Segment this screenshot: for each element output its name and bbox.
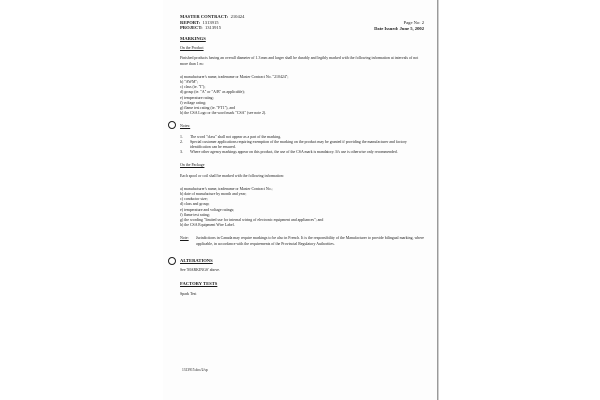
on-package-intro: Each spool or coil shall be marked with the following information: bbox=[180, 173, 284, 178]
notes-subheading: Notes: bbox=[180, 124, 191, 129]
list-item: a) manufacturer's name, tradename or Master Contract No. "210424"; bbox=[180, 74, 289, 79]
alterations-text: See 'MARKINGS' above. bbox=[180, 268, 220, 273]
project-label: PROJECT: bbox=[180, 25, 203, 31]
on-product-subheading: On the Product bbox=[180, 46, 204, 51]
page-number: Page No: 2 bbox=[403, 20, 424, 25]
note-number: 2. bbox=[180, 139, 183, 144]
note-number: 1. bbox=[180, 134, 183, 139]
master-contract-label: MASTER CONTRACT: bbox=[180, 14, 229, 19]
alterations-heading: ALTERATIONS bbox=[180, 257, 213, 263]
list-item: c) conductor size; bbox=[180, 197, 208, 202]
list-item: e) temperature rating; bbox=[180, 95, 214, 100]
note-number: 3. bbox=[180, 150, 183, 155]
master-contract-value: 210424 bbox=[230, 14, 245, 19]
punch-hole-top bbox=[168, 121, 176, 129]
project-value: 1313915 bbox=[204, 25, 222, 31]
list-item: f) voltage rating; bbox=[180, 100, 207, 105]
on-package-subheading: On the Package bbox=[180, 163, 205, 168]
notes-list bbox=[180, 135, 424, 156]
list-item bbox=[180, 140, 424, 150]
note-text: Jurisdictions in Canada may require markings to be also in French. It is the responsibility of the Manufacturer to provide bilingual marking, where applicable, in accordance with the requirements of the Provincial Regulatory Authorities. bbox=[196, 236, 424, 246]
list-item bbox=[180, 150, 424, 155]
on-product-intro: Finished products having an overall diameter of 1.3 mm and larger shall be durably and legibly marked with the following information at intervals of not more than 1 m: bbox=[180, 56, 419, 66]
note-text: Special customer applications requiring exemption of the marking on the product may be granted if providing the manufacturer and factory identification can be ensured. bbox=[190, 139, 407, 150]
list-item: d) group (ie. "A" or "A/B" as applicable); bbox=[180, 90, 245, 95]
document-content bbox=[180, 14, 424, 297]
factory-tests-heading: FACTORY TESTS bbox=[180, 281, 218, 287]
list-item: f) flame test rating; bbox=[180, 212, 210, 217]
list-item: h) the CSA Equipment Wire Label. bbox=[180, 223, 235, 228]
list-item: b) date of manufacture by month and year; bbox=[180, 192, 247, 197]
list-item: a) manufacturer's name, tradename or Master Contract No.; bbox=[180, 186, 273, 191]
package-marking-list bbox=[180, 187, 424, 229]
note-text: The word "class" shall not appear as a part of the marking. bbox=[190, 134, 282, 139]
list-item: b) "AWM"; bbox=[180, 80, 199, 85]
document-header bbox=[180, 14, 424, 36]
list-item: g) the wording "limited use for internal wiring of electronic equipment and appliances"; and bbox=[180, 218, 324, 223]
report-label: REPORT: bbox=[180, 19, 201, 25]
markings-heading: MARKINGS bbox=[180, 36, 206, 41]
product-marking-list bbox=[180, 75, 424, 117]
list-item: c) class (ie. "I"); bbox=[180, 85, 206, 90]
footer-code: 1313915.doc/2/sp bbox=[182, 368, 208, 372]
factory-tests-text: Spark Test bbox=[180, 291, 197, 296]
note-label: Note: bbox=[180, 236, 189, 241]
report-value: 1313915 bbox=[202, 19, 219, 25]
list-item: d) class and group; bbox=[180, 202, 210, 207]
date-issued: Date Issued: June 5, 2002 bbox=[374, 25, 424, 31]
list-item: h) the CSA Logo or the word mark "CSA" (see note 2). bbox=[180, 111, 267, 116]
note-text: Where other agency markings appear on this product, the use of the CSA mark is mandatory. It's use is otherwise only recommended. bbox=[190, 150, 398, 155]
package-note bbox=[180, 236, 424, 246]
list-item: g) flame test rating (ie. "FT1"), and bbox=[180, 106, 236, 111]
punch-hole-bottom bbox=[168, 257, 176, 265]
list-item: e) temperature and voltage ratings; bbox=[180, 207, 235, 212]
